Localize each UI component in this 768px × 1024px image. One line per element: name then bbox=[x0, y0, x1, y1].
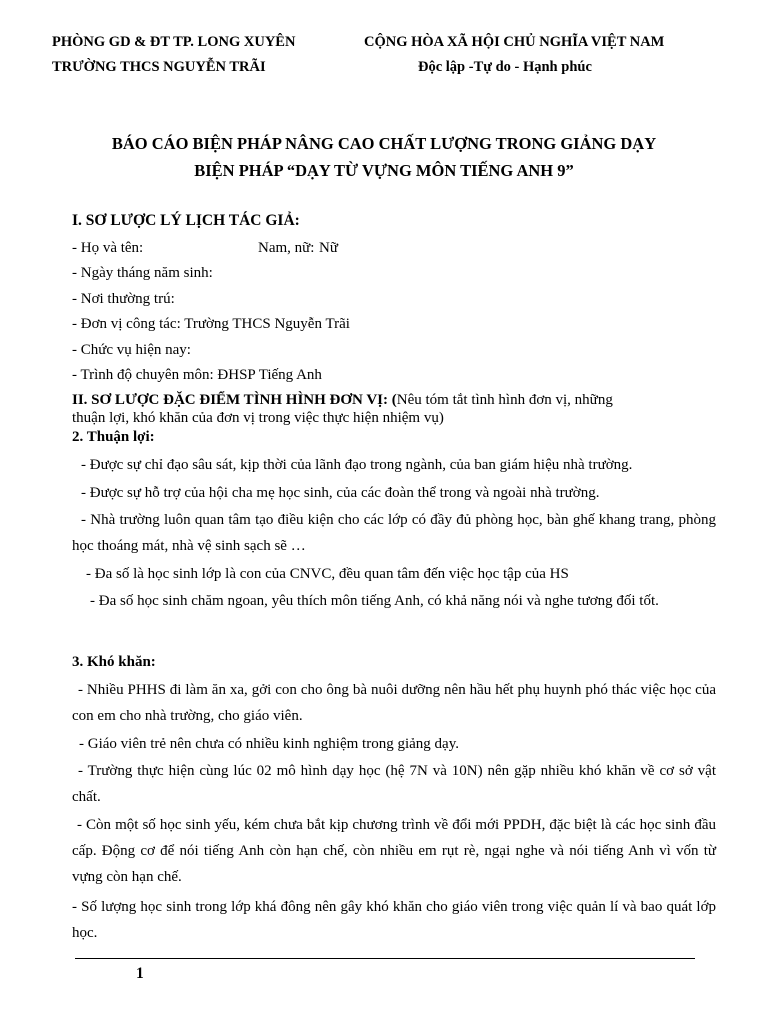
header-republic: CỘNG HÒA XÃ HỘI CHỦ NGHĨA VIỆT NAM bbox=[364, 34, 665, 50]
dob-label: - Ngày tháng năm sinh: bbox=[72, 265, 213, 281]
name-label: - Họ và tên: bbox=[72, 240, 144, 256]
header-school: TRƯỜNG THCS NGUYỄN TRÃI bbox=[52, 59, 266, 75]
gender-label: Nam, nữ: bbox=[258, 240, 315, 256]
difficulty-item: - Nhiều PHHS đi làm ăn xa, gởi con cho ông bà nuôi dưỡng nên hầu hết phụ huynh phó thác việc học của con em cho nhà trường, cho giáo viên. bbox=[72, 682, 716, 724]
footer-rule bbox=[75, 958, 695, 959]
advantage-item: - Được sự hỗ trợ của hội cha mẹ học sinh, của các đoàn thể trong và ngoài nhà trường. bbox=[81, 485, 600, 501]
workplace-line: - Đơn vị công tác: Trường THCS Nguyễn Trãi bbox=[72, 316, 350, 332]
section-2-heading-row bbox=[72, 392, 613, 409]
advantage-item: - Đa số học sinh chăm ngoan, yêu thích môn tiếng Anh, có khả năng nói và nghe tương đối tốt. bbox=[90, 593, 659, 609]
section-1-heading: I. SƠ LƯỢC LÝ LỊCH TÁC GIẢ: bbox=[72, 212, 300, 229]
section-2-note-line-2: thuận lợi, khó khăn của đơn vị trong việc thực hiện nhiệm vụ) bbox=[72, 410, 444, 426]
page-number: 1 bbox=[136, 965, 144, 982]
residence-label: - Nơi thường trú: bbox=[72, 291, 175, 307]
difficulty-item: - Trường thực hiện cùng lúc 02 mô hình dạy học (hệ 7N và 10N) nên gặp nhiều khó khăn về cơ sở vật chất. bbox=[72, 763, 716, 805]
advantage-item: - Được sự chỉ đạo sâu sát, kịp thời của lãnh đạo trong ngành, của ban giám hiệu nhà trường. bbox=[81, 457, 633, 473]
section-2-heading: II. SƠ LƯỢC ĐẶC ĐIỂM TÌNH HÌNH ĐƠN VỊ: ( bbox=[72, 392, 397, 408]
difficulty-item: - Còn một số học sinh yếu, kém chưa bắt kịp chương trình về đổi mới PPDH, đặc biệt là các học sinh đầu cấp. Động cơ để nói tiếng Anh còn hạn chế, còn nhiều em rụt rè, ngại nghe và nói tiếng Anh vì vốn từ vựng còn hạn chế. bbox=[72, 817, 716, 885]
difficulty-item: - Số lượng học sinh trong lớp khá đông nên gây khó khăn cho giáo viên trong việc quản lí và bao quát lớp học. bbox=[72, 899, 716, 941]
advantage-item: - Nhà trường luôn quan tâm tạo điều kiện cho các lớp có đầy đủ phòng học, bàn ghế khang trang, phòng học thoáng mát, nhà vệ sinh sạch sẽ … bbox=[72, 512, 716, 554]
advantage-item: - Đa số là học sinh lớp là con của CNVC, đều quan tâm đến việc học tập của HS bbox=[86, 566, 569, 582]
header-motto: Độc lập -Tự do - Hạnh phúc bbox=[418, 59, 592, 75]
position-label: - Chức vụ hiện nay: bbox=[72, 342, 191, 358]
difficulty-item: - Giáo viên trẻ nên chưa có nhiều kinh nghiệm trong giảng dạy. bbox=[79, 736, 459, 752]
header-department: PHÒNG GD & ĐT TP. LONG XUYÊN bbox=[52, 34, 296, 50]
qualification-line: - Trình độ chuyên môn: ĐHSP Tiếng Anh bbox=[72, 367, 322, 383]
section-2-note-line-1: Nêu tóm tắt tình hình đơn vị, những bbox=[396, 392, 613, 408]
gender-value: Nữ bbox=[319, 240, 338, 256]
difficulties-heading: 3. Khó khăn: bbox=[72, 654, 156, 670]
title-line-1: BÁO CÁO BIỆN PHÁP NÂNG CAO CHẤT LƯỢNG TRONG GIẢNG DẠY bbox=[111, 134, 657, 153]
title-line-2: BIỆN PHÁP “DẠY TỪ VỰNG MÔN TIẾNG ANH 9” bbox=[194, 161, 574, 180]
advantages-heading: 2. Thuận lợi: bbox=[72, 429, 155, 445]
